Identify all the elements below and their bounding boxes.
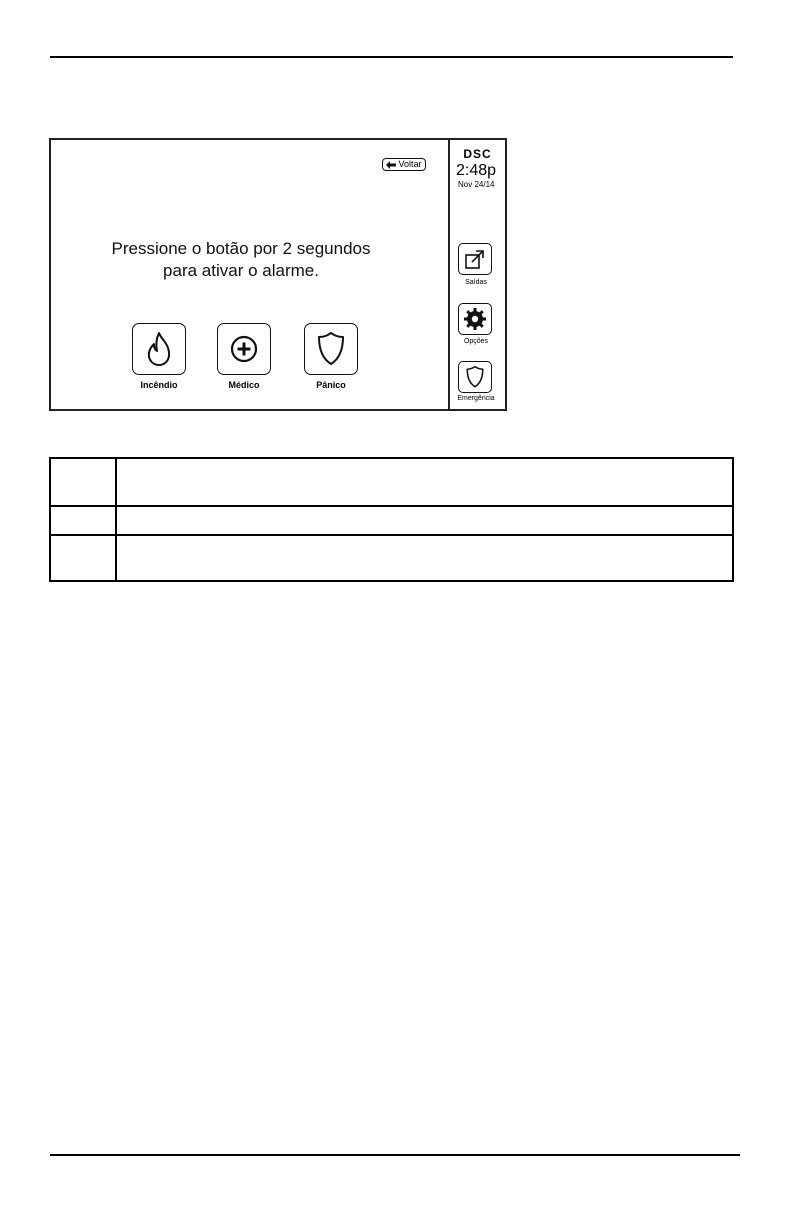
arrow-left-icon — [386, 161, 396, 169]
footer-rule — [50, 1154, 740, 1156]
fire-alarm-button[interactable] — [132, 323, 186, 375]
medical-alarm-button[interactable] — [217, 323, 271, 375]
exits-button[interactable] — [458, 243, 492, 275]
clock-time: 2:48p — [456, 162, 497, 179]
clock-date: Nov 24/14 — [458, 180, 495, 189]
table-cell — [50, 506, 116, 535]
brand-logo: DSC — [463, 147, 492, 161]
options-label: Opções — [463, 338, 489, 345]
instruction-line-2: para ativar o alarme. — [163, 261, 319, 280]
instruction-line-1: Pressione o botão por 2 segundos — [111, 239, 371, 258]
keypad-screen — [49, 138, 507, 411]
table-row — [50, 458, 733, 506]
flame-icon — [144, 331, 174, 367]
table-cell — [116, 458, 733, 506]
exit-arrow-icon — [464, 248, 486, 270]
info-table — [49, 457, 734, 582]
table-cell — [116, 506, 733, 535]
table-cell — [50, 458, 116, 506]
medical-plus-icon — [229, 334, 259, 364]
panic-alarm-button[interactable] — [304, 323, 358, 375]
panic-alarm-label: Pânico — [316, 380, 346, 390]
emergency-button[interactable] — [458, 361, 492, 393]
back-button-label: Voltar — [398, 159, 422, 169]
sidebar — [450, 140, 505, 409]
shield-icon — [316, 332, 346, 366]
medical-alarm-label: Médico — [228, 380, 260, 390]
fire-alarm-label: Incêndio — [140, 380, 178, 390]
table-cell — [50, 535, 116, 581]
table-row — [50, 506, 733, 535]
gear-icon — [463, 307, 487, 331]
emergency-label: Emergência — [457, 395, 495, 402]
main-pane — [51, 140, 448, 409]
instruction-text — [51, 238, 431, 282]
back-button[interactable] — [382, 158, 426, 171]
shield-icon — [465, 366, 485, 388]
options-button[interactable] — [458, 303, 492, 335]
exits-label: Saídas — [465, 279, 487, 286]
header-rule — [50, 56, 733, 58]
table-cell — [116, 535, 733, 581]
table-row — [50, 535, 733, 581]
